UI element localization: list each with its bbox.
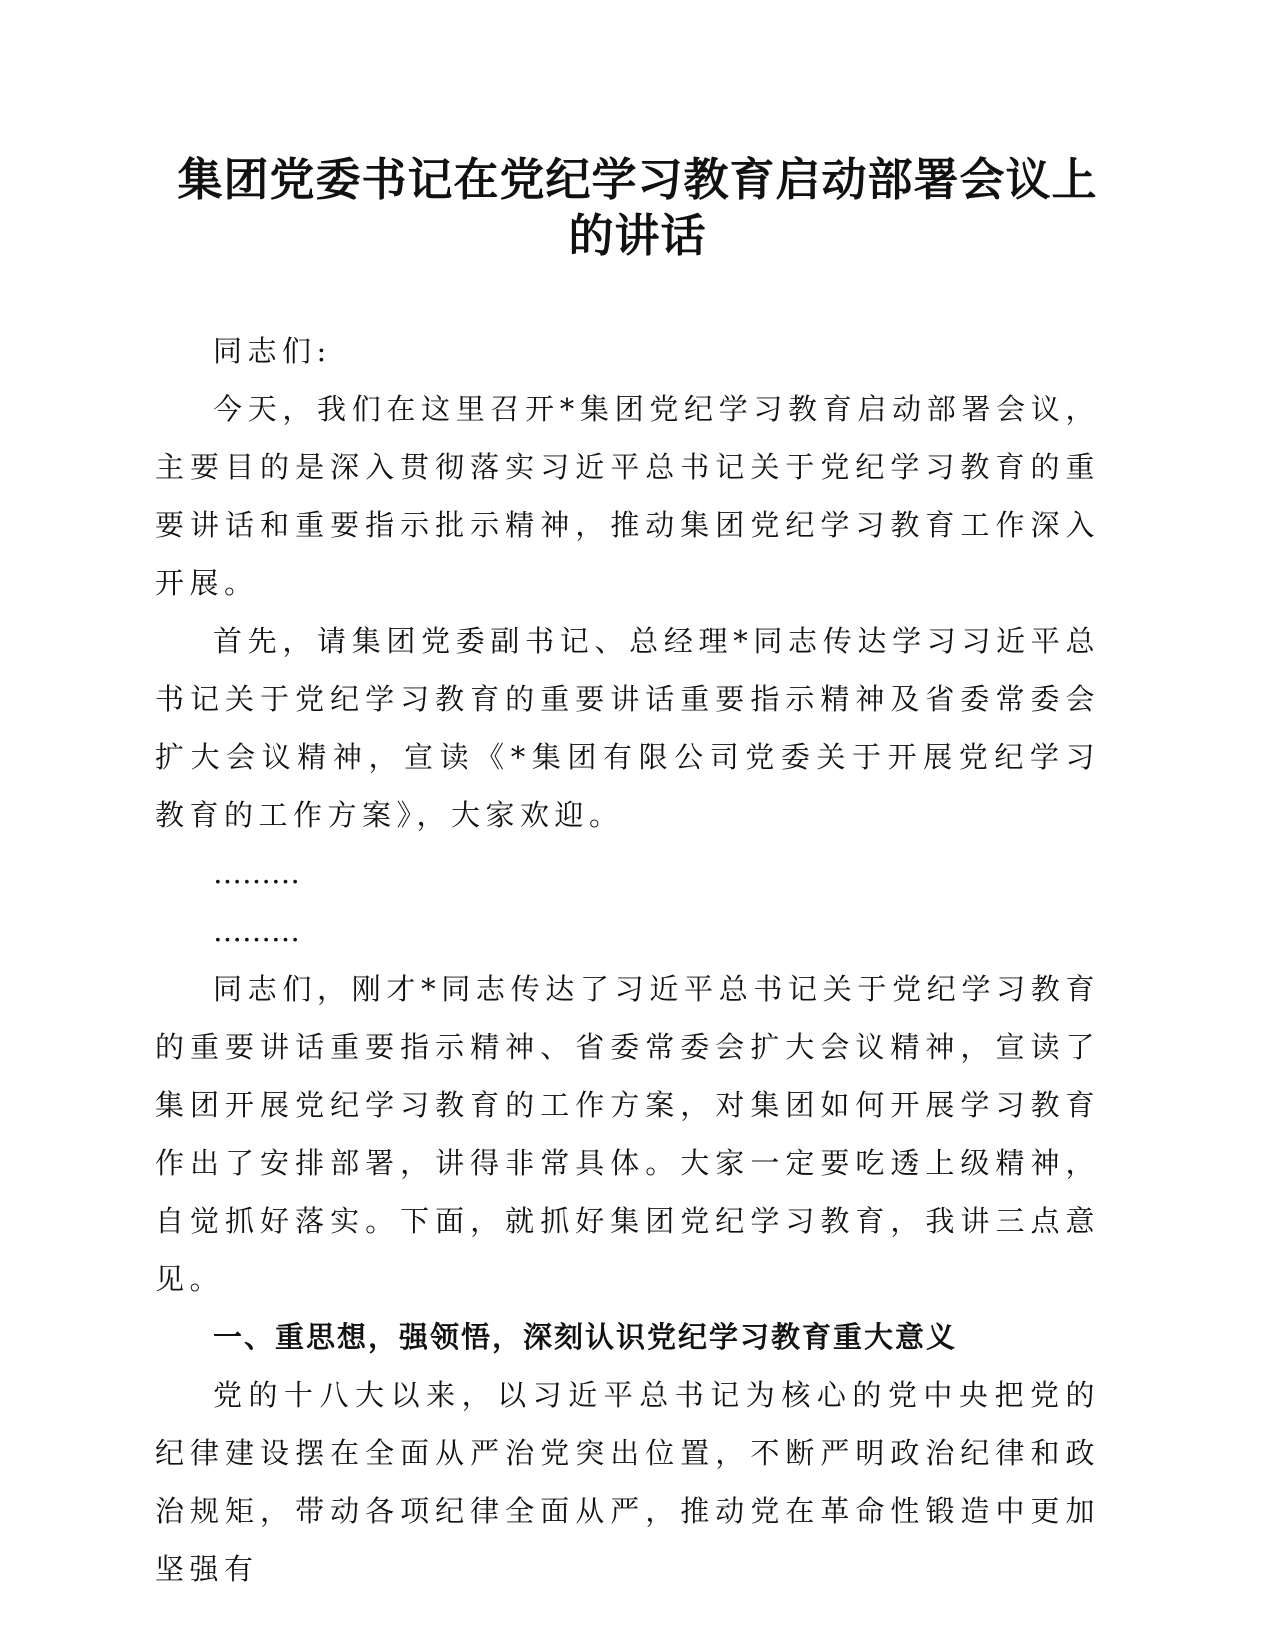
- ellipsis-2: ………: [213, 914, 300, 948]
- document-body: [155, 322, 1100, 1598]
- section-heading-1: 一、重思想，强领悟，深刻认识党纪学习教育重大意义: [213, 1320, 958, 1354]
- paragraph-section-1: 党的十八大以来，以习近平总书记为核心的党中央把党的纪律建设摆在全面从严治党突出位置，不断严明政治纪律和政治规矩，带动各项纪律全面从严，推动党在革命性锻造中更加坚强有: [155, 1378, 1100, 1586]
- paragraph-opening-agenda: 首先，请集团党委副书记、总经理*同志传达学习习近平总书记关于党纪学习教育的重要讲话重要指示精神及省委常委会扩大会议精神，宣读《*集团有限公司党委关于开展党纪学习教育的工作方案》，大家欢迎。: [155, 624, 1100, 832]
- title-line-1: 集团党委书记在党纪学习教育启动部署会议上: [177, 153, 1098, 206]
- greeting: 同志们:: [213, 334, 332, 368]
- ellipsis-1: ………: [213, 856, 300, 890]
- document-title: [150, 152, 1125, 264]
- paragraph-intro: 今天，我们在这里召开*集团党纪学习教育启动部署会议，主要目的是深入贯彻落实习近平总书记关于党纪学习教育的重要讲话和重要指示批示精神，推动集团党纪学习教育工作深入开展。: [155, 392, 1100, 600]
- title-line-2: 的讲话: [568, 209, 707, 262]
- paragraph-summary: 同志们，刚才*同志传达了习近平总书记关于党纪学习教育的重要讲话重要指示精神、省委常委会扩大会议精神，宣读了集团开展党纪学习教育的工作方案，对集团如何开展学习教育作出了安排部署，讲得非常具体。大家一定要吃透上级精神，自觉抓好落实。下面，就抓好集团党纪学习教育，我讲三点意见。: [155, 972, 1100, 1296]
